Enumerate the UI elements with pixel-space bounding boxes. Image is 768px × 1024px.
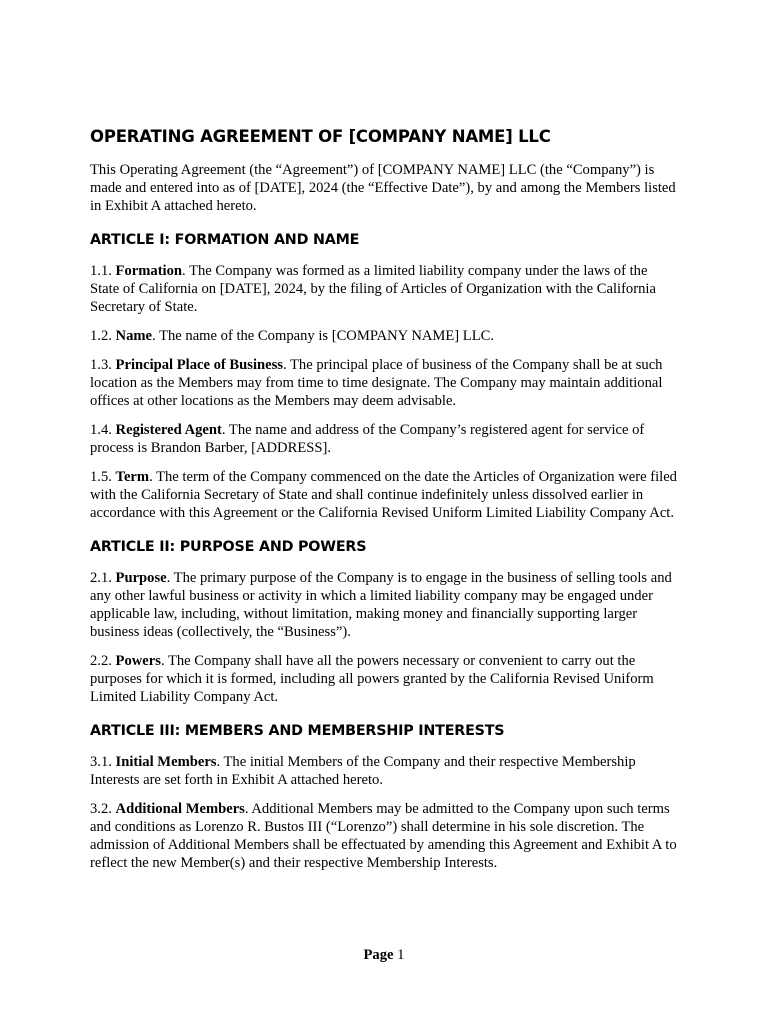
section-text: . The name and address of the Company’s registered agent for service of process is Brandon Barber, [ADDRESS].	[90, 422, 645, 456]
section-number: 1.2.	[90, 328, 112, 344]
article-heading: ARTICLE I: FORMATION AND NAME	[90, 232, 360, 248]
section-number: 3.2.	[90, 801, 112, 817]
section-number: 1.1.	[90, 263, 112, 279]
section-paragraph	[90, 753, 680, 789]
section-text: . The primary purpose of the Company is to engage in the business of selling tools and any other lawful business or activity in which a limited liability company may be engaged under applicable law, including, without limitation, making money and financially supporting larger business ideas (collectively, the “Business”).	[90, 570, 672, 640]
section-term: Name	[115, 328, 153, 344]
section-term: Registered Agent	[115, 422, 222, 438]
section-number: 1.5.	[90, 469, 112, 485]
article-heading: ARTICLE II: PURPOSE AND POWERS	[90, 539, 367, 555]
page-label: Page	[363, 947, 394, 963]
section-paragraph	[90, 652, 680, 706]
section-number: 2.1.	[90, 570, 112, 586]
section-term: Purpose	[115, 570, 167, 586]
section-text: . The Company was formed as a limited liability company under the laws of the State of California on [DATE], 2024, by the filing of Articles of Organization with the California Secretary of State.	[90, 263, 656, 315]
section-paragraph	[90, 356, 680, 410]
section-term: Term	[115, 469, 150, 485]
section-number: 3.1.	[90, 754, 112, 770]
section-number: 1.3.	[90, 357, 112, 373]
section-term: Initial Members	[115, 754, 217, 770]
section-term: Formation	[115, 263, 183, 279]
section-paragraph	[90, 327, 680, 345]
section-paragraph	[90, 262, 680, 316]
page-footer	[0, 946, 768, 964]
section-text: . The name of the Company is [COMPANY NAME] LLC.	[152, 328, 495, 344]
section-text: . The initial Members of the Company and their respective Membership Interests are set forth in Exhibit A attached hereto.	[90, 754, 636, 788]
section-text: . The principal place of business of the Company shall be at such location as the Members may from time to time designate. The Company may maintain additional offices at other locations as the Members may deem advisable.	[90, 357, 663, 409]
section-number: 2.2.	[90, 653, 112, 669]
document-body	[90, 161, 680, 883]
intro-paragraph: This Operating Agreement (the “Agreement”) of [COMPANY NAME] LLC (the “Company”) is made and entered into as of [DATE], 2024 (the “Effective Date”), by and among the Members listed in Exhibit A attached hereto.	[90, 162, 676, 214]
article-heading: ARTICLE III: MEMBERS AND MEMBERSHIP INTERESTS	[90, 723, 505, 739]
section-term: Powers	[115, 653, 161, 669]
page-number: 1	[397, 947, 405, 963]
document-title: OPERATING AGREEMENT OF [COMPANY NAME] LLC	[90, 127, 551, 146]
section-paragraph	[90, 421, 680, 457]
section-text: . The term of the Company commenced on the date the Articles of Organization were filed with the California Secretary of State and shall continue indefinitely unless dissolved earlier in accordance with this Agreement or the California Revised Uniform Limited Liability Company Act.	[90, 469, 677, 521]
section-text: . The Company shall have all the powers necessary or convenient to carry out the purposes for which it is formed, including all powers granted by the California Revised Uniform Limited Liability Company Act.	[90, 653, 654, 705]
section-text: . Additional Members may be admitted to the Company upon such terms and conditions as Lorenzo R. Bustos III (“Lorenzo”) shall determine in his sole discretion. The admission of Additional Members shall be effectuated by amending this Agreement and Exhibit A to reflect the new Member(s) and their respective Membership Interests.	[90, 801, 677, 871]
section-number: 1.4.	[90, 422, 112, 438]
section-term: Additional Members	[115, 801, 245, 817]
section-paragraph	[90, 569, 680, 641]
section-paragraph	[90, 800, 680, 872]
section-paragraph	[90, 468, 680, 522]
section-term: Principal Place of Business	[115, 357, 283, 373]
